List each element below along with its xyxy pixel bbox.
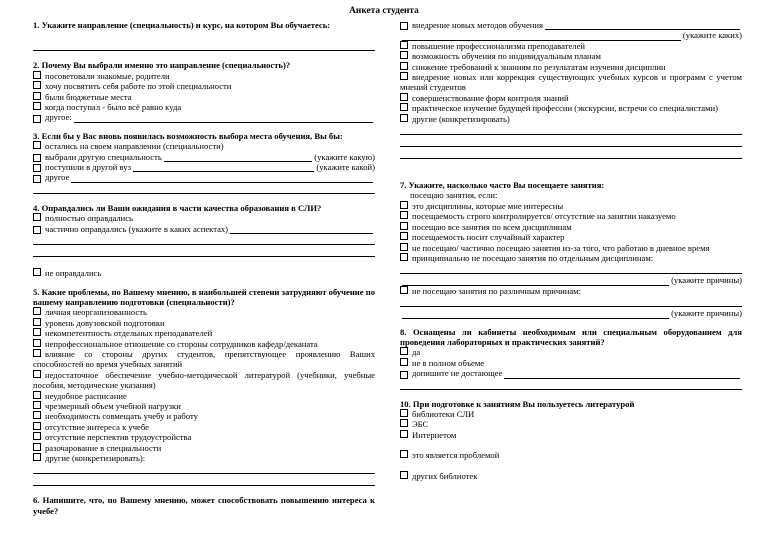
right-column [400, 20, 742, 481]
q10-option[interactable]: это является проблемой [400, 450, 742, 460]
q10-option[interactable]: библиотеки СЛИ [400, 409, 742, 419]
q5-option[interactable]: чрезмерный объем учебной нагрузки [33, 401, 375, 411]
checkbox-icon[interactable] [33, 422, 41, 430]
checkbox-icon[interactable] [33, 432, 41, 440]
answer-line-q7[interactable] [400, 296, 742, 307]
answer-line-q5[interactable] [33, 475, 375, 486]
question-6: 6. Напишите, что, по Вашему мнению, может способствовать повышению интереса к учебе? [33, 495, 375, 516]
q2-option-other[interactable]: другое: [33, 112, 375, 122]
q10-option[interactable]: других библиотек [400, 471, 742, 481]
specify-input-line[interactable] [545, 21, 740, 30]
q5-option[interactable]: отсутствие перспектив трудоустройства [33, 432, 375, 442]
answer-line-q6[interactable] [400, 124, 742, 135]
q4-option[interactable]: не оправдались [33, 268, 375, 278]
q7-option[interactable]: посещаю все занятия по всем дисциплинам [400, 222, 742, 232]
q4-option[interactable]: полностью оправдались [33, 213, 375, 223]
checkbox-icon[interactable] [33, 268, 41, 276]
page-title: Анкета студента [349, 6, 419, 16]
question-7: 7. Укажите, насколько часто Вы посещаете занятия: [400, 180, 605, 191]
q6-option[interactable]: снижение требований к знаниям по результатам изучения дисциплин [400, 62, 742, 72]
other-input-line[interactable] [71, 174, 373, 183]
question-4: 4. Оправдались ли Ваши ожидания в части качества образования в СЛИ? [33, 202, 322, 213]
q5-option[interactable]: уровень довузовской подготовки [33, 318, 375, 328]
q6-option-continue[interactable]: (укажите каких) [400, 30, 742, 40]
checkbox-icon[interactable] [400, 409, 408, 417]
checkbox-icon[interactable] [400, 22, 408, 30]
other-input-line[interactable] [74, 114, 373, 123]
q8-option[interactable]: допишите не достающее [400, 368, 742, 378]
q7-reasons-line[interactable]: (укажите причины) [400, 275, 742, 285]
specify-input-line[interactable] [402, 32, 681, 41]
q7-option[interactable]: не посещаю занятия по различным причинам: [400, 286, 742, 296]
answer-line-q4[interactable] [33, 246, 375, 257]
q6-option[interactable]: другие (конкретизировать) [400, 114, 742, 124]
checkbox-icon[interactable] [33, 226, 41, 234]
checkbox-icon[interactable] [400, 114, 408, 122]
checkbox-icon[interactable] [400, 72, 408, 80]
q6-option[interactable]: внедрение новых методов обучения [400, 20, 742, 30]
specify-input-line[interactable] [164, 153, 312, 162]
q5-option[interactable]: другие (конкретизировать): [33, 453, 375, 463]
q2-option[interactable]: когда поступал - было всё равно куда [33, 102, 375, 112]
question-2: 2. Почему Вы выбрали именно это направление (специальность)? [33, 60, 291, 71]
q5-option[interactable]: недостаточное обеспечение учебно-методической литературой (учебники, учебные пособия, методические указания) [33, 369, 375, 391]
checkbox-icon[interactable] [400, 371, 408, 379]
q6-option[interactable]: повышение профессионализма преподавателей [400, 41, 742, 51]
q7-option[interactable]: не посещаю/ частично посещаю занятия из-за того, что работаю в дневное время [400, 243, 742, 253]
checkbox-icon[interactable] [33, 115, 41, 123]
q8-option[interactable]: да [400, 347, 742, 357]
q2-option[interactable]: хочу посвятить себя работе по этой специальности [33, 81, 375, 91]
checkbox-icon[interactable] [400, 62, 408, 70]
q6-option[interactable]: внедрение новых или коррекция существующих учебных курсов и программ с учетом мнений студентов [400, 72, 742, 93]
checkbox-icon[interactable] [33, 391, 41, 399]
q3-option[interactable]: выбрали другую специальность (укажите какую) [33, 152, 375, 162]
q7-option[interactable]: принципиально не посещаю занятия по отдельным дисциплинам: [400, 253, 742, 263]
checkbox-icon[interactable] [33, 401, 41, 409]
checkbox-icon[interactable] [400, 211, 408, 219]
q8-option[interactable]: не в полном объеме [400, 358, 742, 368]
checkbox-icon[interactable] [400, 41, 408, 49]
checkbox-icon[interactable] [400, 253, 408, 261]
answer-line-q7[interactable] [400, 263, 742, 274]
q10-option[interactable]: ЭБС [400, 419, 742, 429]
specify-input-line[interactable] [504, 370, 740, 379]
q10-option[interactable]: Интернетом [400, 430, 742, 440]
q6-option[interactable]: совершенствование форм контроля знаний [400, 93, 742, 103]
checkbox-icon[interactable] [33, 328, 41, 336]
checkbox-icon[interactable] [33, 213, 41, 221]
q5-option[interactable]: неудобное расписание [33, 391, 375, 401]
answer-line-q3[interactable] [33, 183, 375, 194]
q7-option[interactable]: посещаемость строго контролируется/ отсутствие на занятии наказуемо [400, 211, 742, 221]
q2-option[interactable]: были бюджетные места [33, 92, 375, 102]
question-5: 5. Какие проблемы, по Вашему мнению, в наибольшей степени затрудняют обучение по вашему направлению подготовки (специальности)? [33, 286, 375, 307]
checkbox-icon[interactable] [33, 154, 41, 162]
checkbox-icon[interactable] [33, 92, 41, 100]
checkbox-icon[interactable] [33, 349, 41, 357]
answer-line-q1[interactable] [33, 40, 375, 51]
checkbox-icon[interactable] [33, 307, 41, 315]
checkbox-icon[interactable] [33, 453, 41, 461]
specify-input-line[interactable] [402, 310, 669, 319]
checkbox-icon[interactable] [33, 81, 41, 89]
checkbox-icon[interactable] [33, 411, 41, 419]
checkbox-icon[interactable] [400, 286, 408, 294]
answer-line-q4[interactable] [33, 234, 375, 245]
q3-option[interactable]: остались на своем направлении (специальности) [33, 141, 375, 151]
checkbox-icon[interactable] [400, 232, 408, 240]
specify-input-line[interactable] [133, 163, 314, 172]
q7-option[interactable]: это дисциплины, которые мне интересны [400, 201, 742, 211]
checkbox-icon[interactable] [400, 222, 408, 230]
q5-option[interactable]: необходимость совмещать учебу и работу [33, 411, 375, 421]
answer-line-q5[interactable] [33, 463, 375, 474]
q7-reasons-line[interactable]: (укажите причины) [400, 308, 742, 318]
q7-option[interactable]: посещаемость носит случайный характер [400, 232, 742, 242]
checkbox-icon[interactable] [33, 141, 41, 149]
checkbox-icon[interactable] [400, 419, 408, 427]
checkbox-icon[interactable] [33, 318, 41, 326]
q4-option[interactable]: частично оправдались (укажите в каких аспектах) [33, 224, 375, 234]
specify-input-line[interactable] [230, 225, 373, 234]
answer-line-q6[interactable] [400, 148, 742, 159]
left-column [33, 20, 375, 516]
checkbox-icon[interactable] [400, 103, 408, 111]
question-8: 8. Оснащены ли кабинеты необходимым или специальным оборудованием для проведения лабораторных и практических занятий? [400, 326, 742, 347]
checkbox-icon[interactable] [33, 164, 41, 172]
checkbox-icon[interactable] [400, 450, 408, 458]
q5-option[interactable]: личная неорганизованность [33, 307, 375, 317]
q2-option[interactable]: посоветовали знакомые, родители [33, 71, 375, 81]
checkbox-icon[interactable] [33, 443, 41, 451]
checkbox-icon[interactable] [400, 51, 408, 59]
checkbox-icon[interactable] [400, 201, 408, 209]
q6-option[interactable]: возможность обучения по индивидуальным планам [400, 51, 742, 61]
question-10: 10. При подготовке к занятиям Вы пользуетесь литературой [400, 398, 635, 409]
checkbox-icon[interactable] [33, 102, 41, 110]
q5-option[interactable]: разочарование в специальности [33, 443, 375, 453]
question-3: 3. Если бы у Вас вновь появилась возможность выбора места обучения, Вы бы: [33, 130, 343, 141]
checkbox-icon[interactable] [400, 471, 408, 479]
q3-option-other[interactable]: другое [33, 172, 375, 182]
answer-line-q8[interactable] [400, 379, 742, 390]
checkbox-icon[interactable] [400, 243, 408, 251]
checkbox-icon[interactable] [400, 430, 408, 438]
checkbox-icon[interactable] [33, 71, 41, 79]
checkbox-icon[interactable] [400, 347, 408, 355]
checkbox-icon[interactable] [33, 370, 41, 378]
answer-line-q6[interactable] [400, 136, 742, 147]
specify-input-line[interactable] [402, 277, 669, 286]
checkbox-icon[interactable] [33, 175, 41, 183]
q5-option[interactable]: отсутствие интереса к учебе [33, 422, 375, 432]
q7-intro: посещаю занятия, если: [410, 190, 498, 201]
checkbox-icon[interactable] [400, 358, 408, 366]
q6-option[interactable]: практическое изучение будущей профессии (экскурсии, встречи со специалистами) [400, 103, 742, 113]
q5-option[interactable]: некомпетентность отдельных преподавателей [33, 328, 375, 338]
q5-option[interactable]: непрофессиональное отношение со стороны сотрудников кафедр/деканата [33, 339, 375, 349]
q3-option[interactable]: поступили в другой вуз (укажите какой) [33, 162, 375, 172]
checkbox-icon[interactable] [400, 93, 408, 101]
question-1: 1. Укажите направление (специальность) и курс, на котором Вы обучаетесь: [33, 20, 331, 30]
checkbox-icon[interactable] [33, 339, 41, 347]
q5-option[interactable]: влияние со стороны других студентов, препятствующее проявлению Ваших способностей во время учебных занятий [33, 348, 375, 370]
